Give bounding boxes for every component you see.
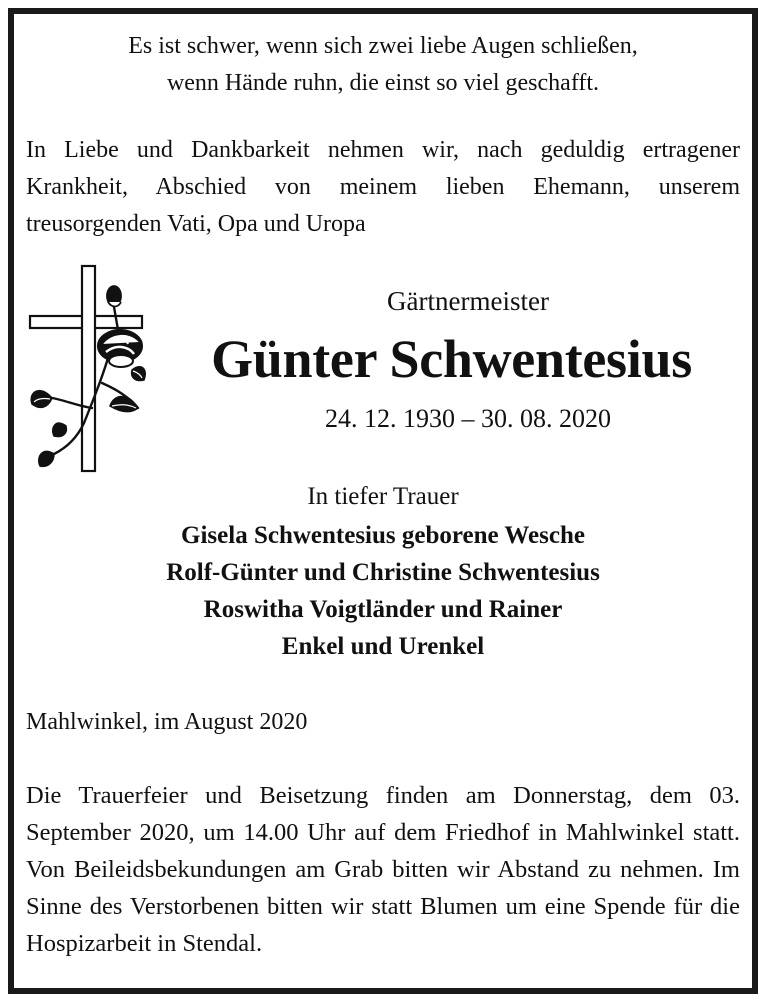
mourner-name: Gisela Schwentesius geborene Wesche: [181, 522, 585, 549]
life-dates: 24. 12. 1930 – 30. 08. 2020: [325, 404, 611, 433]
mourner-name: Roswitha Voigtländer und Rainer: [203, 596, 563, 623]
mourner-name: Enkel und Urenkel: [281, 633, 485, 660]
intro-paragraph: In Liebe und Dankbarkeit nehmen wir, nach geduldig ertragener Krankheit, Abschied von meinem lieben Ehemann, unserem treusorgenden Vati, Opa und Uropa: [26, 137, 740, 237]
deceased-profession: Gärtnermeister: [387, 286, 549, 316]
poem-line-2: wenn Hände ruhn, die einst so viel geschafft.: [166, 70, 600, 96]
mourners-list: [40, 517, 726, 665]
place-and-date: Mahlwinkel, im August 2020: [26, 709, 308, 735]
mourner-name: Rolf-Günter und Christine Schwentesius: [166, 559, 600, 586]
funeral-details: Die Trauerfeier und Beisetzung finden am Donnerstag, dem 03. September 2020, um 14.00 Uhr auf dem Friedhof in Mahlwinkel statt. Von Beileidsbekundungen am Grab bitten wir Abstand zu nehmen. Im Sinne des Verstorbenen bitten wir statt Blumen um eine Spende für die Hospizarbeit in Stendal.: [26, 782, 740, 957]
mourning-label: In tiefer Trauer: [307, 483, 459, 510]
cross-with-rose-icon: [22, 258, 150, 473]
memorial-poem: [40, 28, 726, 102]
poem-line-1: Es ist schwer, wenn sich zwei liebe Augen schließen,: [128, 33, 638, 59]
deceased-name: Günter Schwentesius: [211, 329, 692, 389]
